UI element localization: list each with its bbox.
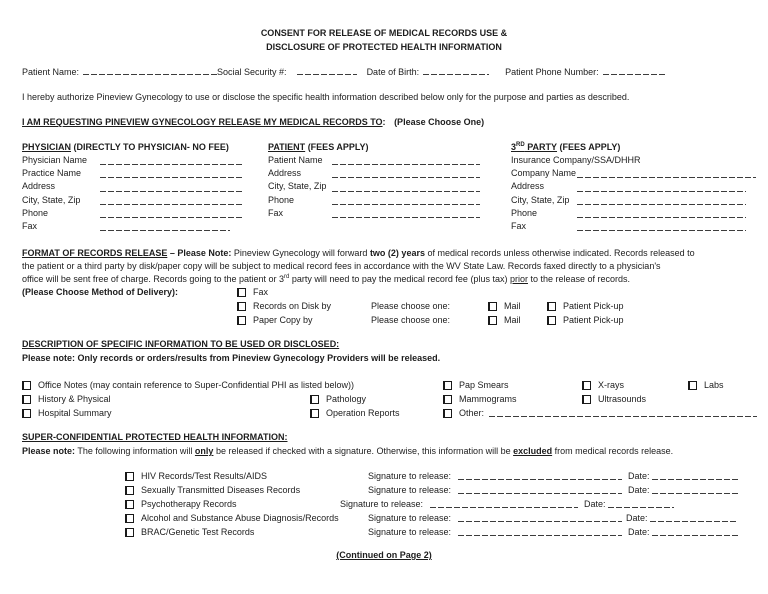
third-city-field[interactable] <box>577 195 746 205</box>
physician-city-field[interactable] <box>100 195 244 205</box>
brac-signature-label: Signature to release: <box>368 527 452 537</box>
brac-genetic-checkbox[interactable] <box>125 528 134 537</box>
practice-name-field[interactable] <box>100 168 244 178</box>
physician-fax-field[interactable] <box>100 221 230 231</box>
physician-phone-row: Phone <box>22 207 244 220</box>
dob-label: Date of Birth: <box>366 67 420 77</box>
request-heading: I AM REQUESTING PINEVIEW GYNECOLOGY RELEASE MY MEDICAL RECORDS TO: (Please Choose One) <box>22 117 485 127</box>
company-name-row: Company Name <box>511 167 756 180</box>
physician-title: PHYSICIAN <box>22 142 72 152</box>
practice-name-row: Practice Name <box>22 167 244 180</box>
fax-checkbox[interactable] <box>237 288 246 297</box>
paper-copy-checkbox[interactable] <box>237 316 246 325</box>
psychotherapy-date-label: Date: <box>584 499 606 509</box>
xrays-label: X-rays <box>598 380 625 390</box>
third-city-row: City, State, Zip <box>511 194 756 207</box>
patient2-address-row: Address <box>268 167 480 180</box>
patient2-city-field[interactable] <box>332 182 480 192</box>
substance-abuse-checkbox[interactable] <box>125 514 134 523</box>
third-address-row: Address <box>511 180 756 193</box>
hiv-date-label: Date: <box>628 471 650 481</box>
paper-pickup-checkbox[interactable] <box>547 316 556 325</box>
third-phone-field[interactable] <box>577 208 746 218</box>
paper-copy-label: Paper Copy by <box>253 315 313 325</box>
patient-info-row <box>22 65 667 78</box>
physician-address-row: Address <box>22 180 244 193</box>
physician-column: PHYSICIAN (DIRECTLY TO PHYSICIAN- NO FEE) Physician Name Practice Name Address City, State, Zip Phone Fax <box>22 141 244 233</box>
substance-abuse-signature-label: Signature to release: <box>368 513 452 523</box>
std-date-field[interactable] <box>652 484 738 494</box>
patient2-city-row: City, State, Zip <box>268 180 480 193</box>
patient-column: PATIENT (FEES APPLY) Patient Name Address City, State, Zip Phone Fax <box>268 141 480 220</box>
psychotherapy-date-field[interactable] <box>608 498 674 508</box>
format-section-paragraph: FORMAT OF RECORDS RELEASE – Please Note: Pineview Gynecology will forward two (2) years of medical records unless otherwise indicated. Records released to the patient or a third party by disk/paper copy will be subject to medical record fees in accordance with the WV State Law. Records faxed directly to a physician's office will be sent free of charge. Records going to the patient or 3rd party will need to pay the medical record fee (plus tax) prior to the release of records. <box>22 248 695 284</box>
pathology-checkbox[interactable] <box>310 395 319 404</box>
description-heading: DESCRIPTION OF SPECIFIC INFORMATION TO BE USED OR DISCLOSED: <box>22 339 340 349</box>
substance-abuse-date-label: Date: <box>626 513 648 523</box>
fax-option-label: Fax <box>253 287 269 297</box>
operation-reports-label: Operation Reports <box>326 408 400 418</box>
std-records-label: Sexually Transmitted Diseases Records <box>141 485 301 495</box>
disk-pickup-label: Patient Pick-up <box>563 301 624 311</box>
request-heading-note: (Please Choose One) <box>394 117 485 127</box>
operation-reports-checkbox[interactable] <box>310 409 319 418</box>
other-label: Other: <box>459 408 485 418</box>
form-title-line1: CONSENT FOR RELEASE OF MEDICAL RECORDS USE & <box>260 28 508 38</box>
records-on-disk-label: Records on Disk by <box>253 301 332 311</box>
patient-phone-field[interactable] <box>603 65 667 75</box>
patient-title: PATIENT <box>268 142 306 152</box>
substance-abuse-date-field[interactable] <box>650 512 738 522</box>
disk-mail-label: Mail <box>504 301 521 311</box>
mammograms-checkbox[interactable] <box>443 395 452 404</box>
hiv-date-field[interactable] <box>652 470 738 480</box>
description-note: Please note: Only records or orders/results from Pineview Gynecology Providers will be released. <box>22 353 441 363</box>
physician-name-row: Physician Name <box>22 154 244 167</box>
paper-mail-label: Mail <box>504 315 521 325</box>
insurance-company-row: Insurance Company/SSA/DHHR <box>511 155 641 165</box>
format-heading: FORMAT OF RECORDS RELEASE <box>22 248 168 258</box>
patient2-fax-field[interactable] <box>332 208 480 218</box>
substance-abuse-signature-field[interactable] <box>458 512 622 522</box>
substance-abuse-label: Alcohol and Substance Abuse Diagnosis/Records <box>141 513 339 523</box>
hiv-records-label: HIV Records/Test Results/AIDS <box>141 471 268 481</box>
office-notes-label: Office Notes (may contain reference to Super-Confidential PHI as listed below)) <box>38 380 354 390</box>
pap-smears-label: Pap Smears <box>459 380 509 390</box>
request-heading-main: I AM REQUESTING PINEVIEW GYNECOLOGY RELEASE MY MEDICAL RECORDS TO <box>22 117 383 127</box>
brac-date-label: Date: <box>628 527 650 537</box>
mammograms-label: Mammograms <box>459 394 517 404</box>
other-field[interactable] <box>489 407 757 417</box>
super-confidential-heading: SUPER-CONFIDENTIAL PROTECTED HEALTH INFORMATION: <box>22 432 288 442</box>
physician-address-field[interactable] <box>100 182 244 192</box>
hiv-records-checkbox[interactable] <box>125 472 134 481</box>
patient2-name-row: Patient Name <box>268 154 480 167</box>
physician-city-row: City, State, Zip <box>22 194 244 207</box>
third-party-column: 3RD PARTY (FEES APPLY) Insurance Company/SSA/DHHR Company Name Address City, State, Zip Phone Fax <box>511 141 756 233</box>
patient-name-label: Patient Name: <box>22 67 80 77</box>
hiv-signature-label: Signature to release: <box>368 471 452 481</box>
continued-footer: (Continued on Page 2) <box>336 550 432 560</box>
ultrasounds-checkbox[interactable] <box>582 395 591 404</box>
super-confidential-note: Please note: The following information will only be released if checked with a signature. Otherwise, this information will be excluded from medical records release. <box>22 446 674 456</box>
patient-phone-label: Patient Phone Number: <box>505 67 599 77</box>
delivery-method-label: (Please Choose Method of Delivery): <box>22 287 179 297</box>
disk-choose-one-label: Please choose one: <box>371 301 451 311</box>
brac-date-field[interactable] <box>652 526 738 536</box>
std-date-label: Date: <box>628 485 650 495</box>
paper-pickup-label: Patient Pick-up <box>563 315 624 325</box>
third-address-field[interactable] <box>577 182 746 192</box>
company-name-field[interactable] <box>577 168 756 178</box>
hospital-summary-checkbox[interactable] <box>22 409 31 418</box>
third-fax-field[interactable] <box>577 221 746 231</box>
std-signature-label: Signature to release: <box>368 485 452 495</box>
psychotherapy-checkbox[interactable] <box>125 500 134 509</box>
pap-smears-checkbox[interactable] <box>443 381 452 390</box>
patient2-address-field[interactable] <box>332 168 480 178</box>
physician-name-field[interactable] <box>100 155 244 165</box>
ssn-label: Social Security #: <box>217 67 287 77</box>
other-checkbox[interactable] <box>443 409 452 418</box>
disk-pickup-checkbox[interactable] <box>547 302 556 311</box>
authorization-statement: I hereby authorize Pineview Gynecology to use or disclose the specific health information described below only for the purpose and parties as described. <box>22 92 630 102</box>
third-party-title: 3RD PARTY <box>511 142 558 152</box>
patient-name-field[interactable] <box>83 65 217 75</box>
std-records-checkbox[interactable] <box>125 486 134 495</box>
psychotherapy-label: Psychotherapy Records <box>141 499 237 509</box>
disk-mail-checkbox[interactable] <box>488 302 497 311</box>
labs-label: Labs <box>704 380 724 390</box>
brac-genetic-label: BRAC/Genetic Test Records <box>141 527 255 537</box>
patient2-phone-row: Phone <box>268 194 480 207</box>
hospital-summary-label: Hospital Summary <box>38 408 112 418</box>
labs-checkbox[interactable] <box>688 381 697 390</box>
third-phone-row: Phone <box>511 207 756 220</box>
history-physical-checkbox[interactable] <box>22 395 31 404</box>
physician-phone-field[interactable] <box>100 208 244 218</box>
xrays-checkbox[interactable] <box>582 381 591 390</box>
patient2-name-field[interactable] <box>332 155 480 165</box>
patient2-phone-field[interactable] <box>332 195 480 205</box>
ssn-field[interactable] <box>297 65 357 75</box>
pathology-label: Pathology <box>326 394 367 404</box>
std-signature-field[interactable] <box>458 484 622 494</box>
brac-signature-field[interactable] <box>458 526 622 536</box>
form-title-line2: DISCLOSURE OF PROTECTED HEALTH INFORMATION <box>266 42 502 52</box>
paper-choose-one-label: Please choose one: <box>371 315 451 325</box>
psychotherapy-signature-label: Signature to release: <box>340 499 424 509</box>
psychotherapy-signature-field[interactable] <box>430 498 578 508</box>
ultrasounds-label: Ultrasounds <box>598 394 647 404</box>
third-fax-row: Fax <box>511 220 756 233</box>
physician-fax-row: Fax <box>22 220 244 233</box>
hiv-signature-field[interactable] <box>458 470 622 480</box>
history-physical-label: History & Physical <box>38 394 111 404</box>
office-notes-checkbox[interactable] <box>22 381 31 390</box>
paper-mail-checkbox[interactable] <box>488 316 497 325</box>
records-on-disk-checkbox[interactable] <box>237 302 246 311</box>
dob-field[interactable] <box>423 65 489 75</box>
patient2-fax-row: Fax <box>268 207 480 220</box>
